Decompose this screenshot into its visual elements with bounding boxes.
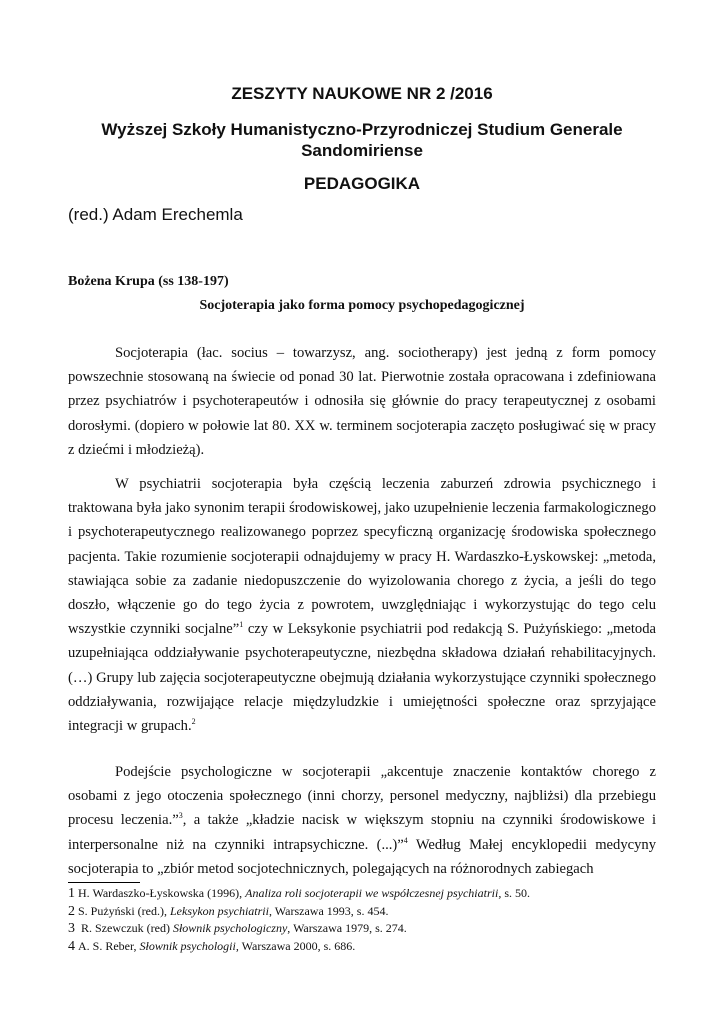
footnotes (68, 885, 656, 955)
footnote-text: A. S. Reber, (78, 938, 140, 953)
footnote-text: , Warszawa 1979, s. 274. (287, 921, 407, 936)
footnote-ref-1[interactable]: 1 (239, 620, 244, 630)
editor-line: (red.) Adam Erechemla (68, 205, 243, 224)
paragraph-3 (68, 760, 656, 881)
footnote-text: s. 50. (501, 886, 530, 900)
footnote-4 (68, 938, 656, 956)
footnote-title: Analiza roli socjoterapii we współczesnej psychiatrii, (245, 886, 502, 900)
footnote-2 (68, 903, 656, 921)
paragraph-2-text-a: W psychiatrii socjoterapia była częścią leczenia zaburzeń zdrowia psychicznego i traktowana była jako synonim terapii środowiskowej, jako uzupełnienie leczenia farmakologicznego i psychoterapeutycznego realizowanego poprzez specyficzną organizację środowiska społecznego pacjenta. Takie rozumienie socjoterapii odnajdujemy w pracy H. Wardaszko-Łyskowskej: „metoda, stawiająca sobie za zadanie niedopuszczenie do wyizolowania chorego z życia, a jeśli do tego doszło, włączenie go do tego życia z powrotem, uwzględniając i wykorzystując do tego celu wszystkie czynniki socjalne” (68, 476, 656, 638)
footnote-3 (68, 920, 656, 938)
paragraph-3-text-b: , a także „kładzie nacisk w większym stopniu na czynniki środowiskowe i interpersonalne niż na czynniki intrapsychiczne. (...)” (68, 812, 657, 853)
journal-series-heading: ZESZYTY NAUKOWE NR 2 /2016 (231, 84, 493, 103)
footnote-ref-2[interactable]: 2 (191, 717, 196, 727)
footnote-1 (68, 885, 656, 903)
footnote-ref-3[interactable]: 3 (178, 811, 183, 821)
paragraph-1-text: Socjoterapia (łac. socius – towarzysz, ang. sociotherapy) jest jedną z form pomocy powszechnie stosowaną na świecie od ponad 30 lat. Pierwotnie została opracowana i zdefiniowana przez psychiatrów i psychoterapeutów i odnosiła się głównie do pracy terapeutycznej z osobami dorosłymi. (dopiero w połowie lat 80. XX w. terminem socjoterapia zaczęto posługiwać się w pracy z dziećmi i młodzieżą). (68, 345, 656, 458)
footnote-separator (68, 882, 140, 883)
paragraph-3-text-a: Podejście psychologiczne w socjoterapii „akcentuje znaczenie kontaktów chorego z osobami z jego otoczenia społecznego (inni chorzy, personel medyczny, najbliżsi) dla przebiegu procesu leczenia.” (68, 764, 656, 829)
footnote-text: R. Szewczuk (red) (78, 921, 173, 936)
footnote-text: Warszawa 2000, s. 686. (238, 938, 356, 953)
paragraph-2-text-b: czy w Leksykonie psychiatrii pod redakcją S. Pużyńskiego: „metoda uzupełniająca oddziaływanie psychoterapeutyczne, niezbędna składowa działań rehabilitacyjnych. (…) Grupy lub zajęcia socjoterapeutyczne obejmują działania wykorzystujące czynniki społecznego oddziaływania, rozwijające relacje międzyludzkie i umiejętności społeczne oraz sprzyjające integracji w grupach. (68, 621, 656, 735)
footnote-ref-4[interactable]: 4 (403, 835, 408, 845)
paragraph-3-text-c: Według Małej encyklopedii medycyny socjoterapia to „zbiór metod socjotechnicznych, polegających na różnorodnych zabiegach (68, 836, 656, 877)
footnote-title: Słownik psychologiczny (172, 921, 288, 936)
footnote-text: S. Pużyński (red.), (78, 903, 170, 918)
footnote-number: 4 (68, 938, 75, 954)
footnote-number: 2 (68, 903, 75, 919)
article-author: Bożena Krupa (ss 138-197) (68, 274, 229, 289)
footnote-title: Słownik psychologii, (139, 938, 239, 953)
footnote-number: 3 (68, 921, 75, 937)
footnote-number: 1 (68, 886, 75, 901)
footnote-text: , Warszawa 1993, s. 454. (268, 903, 389, 918)
paragraph-1 (68, 341, 656, 462)
footnote-text: H. Wardaszko-Łyskowska (1996), (78, 886, 246, 900)
school-heading: Wyższej Szkoły Humanistyczno-Przyrodniczej Studium Generale Sandomiriense (101, 120, 623, 160)
paragraph-2 (68, 472, 656, 738)
footnote-title: Leksykon psychiatrii (170, 903, 269, 918)
article-title: Socjoterapia jako forma pomocy psychopedagogicznej (199, 298, 525, 313)
field-heading: PEDAGOGIKA (303, 174, 421, 193)
